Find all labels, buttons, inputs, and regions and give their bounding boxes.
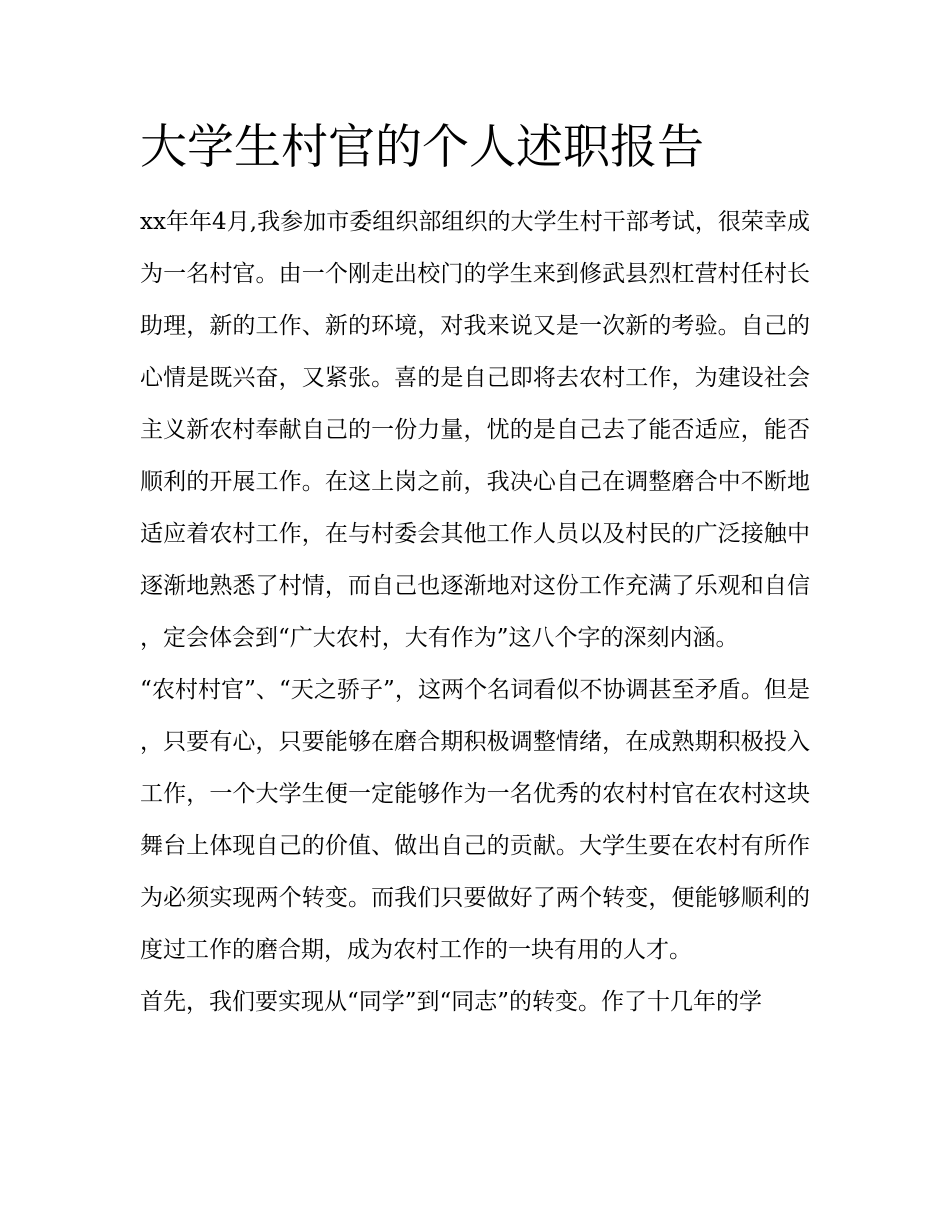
paragraph: “农村村官”、“天之骄子”，这两个名词看似不协调甚至矛盾。但是，只要有心，只要能够在磨合期积极调整情绪，在成熟期积极投入工作，一个大学生便一定能够作为一名优秀的农村村官在农村这块舞台上体现自己的价值、做出自己的贡献。大学生要在农村有所作为必须实现两个转变。而我们只要做好了两个转变，便能够顺利的度过工作的磨合期，成为农村工作的一块有用的人才。 xyxy=(140,677,810,963)
paragraph: xx年年4月,我参加市委组织部组织的大学生村干部考试，很荣幸成为一名村官。由一个刚走出校门的学生来到修武县烈杠营村任村长助理，新的工作、新的环境，对我来说又是一次新的考验。自己的心情是既兴奋，又紧张。喜的是自己即将去农村工作，为建设社会主义新农村奉献自己的一份力量，忧的是自己去了能否适应，能否顺利的开展工作。在这上岗之前，我决心自己在调整磨合中不断地适应着农村工作，在与村委会其他工作人员以及村民的广泛接触中逐渐地熟悉了村情，而自己也逐渐地对这份工作充满了乐观和自信，定会体会到“广大农村，大有作为”这八个字的深刻内涵。 xyxy=(140,209,810,651)
document-title: 大学生村官的个人述职报告 xyxy=(140,120,704,175)
document-body xyxy=(140,196,810,1028)
paragraph: 首先，我们要实现从“同学”到“同志”的转变。作了十几年的学 xyxy=(140,989,763,1015)
